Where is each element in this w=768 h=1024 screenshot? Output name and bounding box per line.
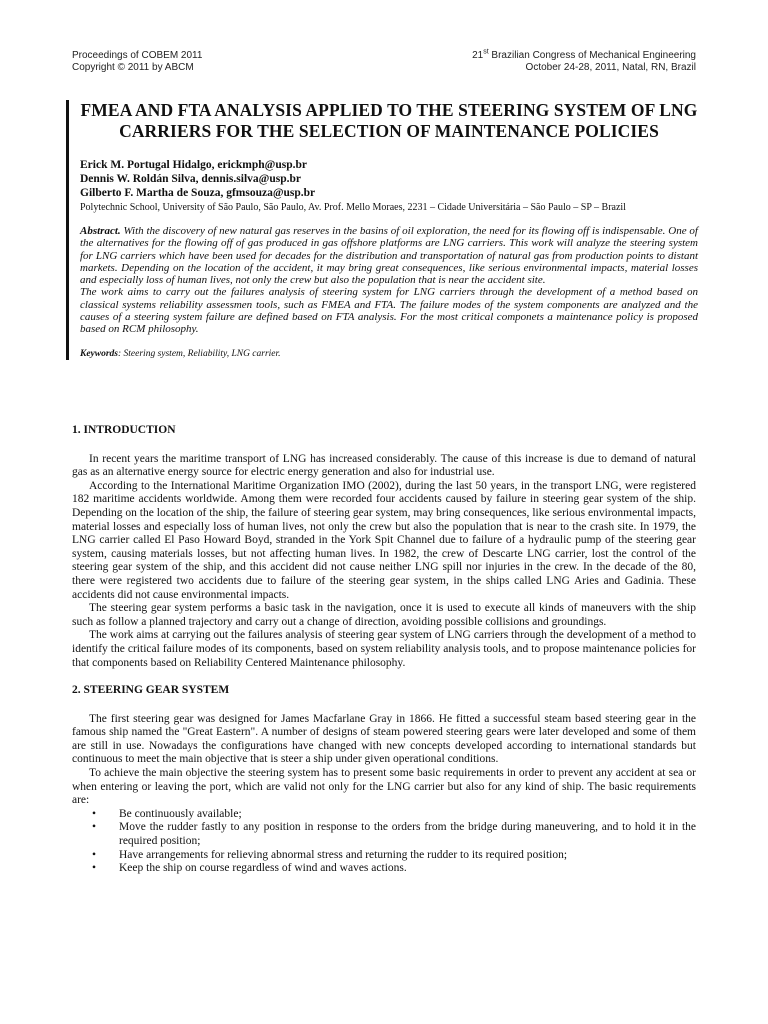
author-3: Gilberto F. Martha de Souza, gfmsouza@usp.br xyxy=(80,187,316,199)
author-2: Dennis W. Roldán Silva, dennis.silva@usp.br xyxy=(80,173,301,185)
intro-paragraph-3: The steering gear system performs a basic task in the navigation, once it is used to execute all kinds of maneuvers with the ship such as follow a planned trajectory and carry out a change of direction, avoiding possible collisions and groundings. xyxy=(72,602,696,628)
list-item-text: Be continuously available; xyxy=(119,807,242,820)
list-item xyxy=(72,862,696,876)
bullet-icon: • xyxy=(92,807,97,820)
bullet-icon: • xyxy=(92,848,97,861)
list-item-text: Move the rudder fastly to any position in response to the orders from the bridge during maneuvering, and to hold it in the required position; xyxy=(119,821,696,848)
abstract-label: Abstract. xyxy=(80,225,121,237)
header-congress-ordinal: st xyxy=(483,48,489,56)
bullet-icon: • xyxy=(92,821,97,834)
abstract xyxy=(80,225,698,336)
list-item xyxy=(72,808,696,822)
header-left xyxy=(72,50,202,74)
header-congress xyxy=(472,50,696,62)
header-copyright: Copyright © 2011 by ABCM xyxy=(72,62,194,73)
list-item xyxy=(72,849,696,863)
header-congress-name: Brazilian Congress of Mechanical Engineering xyxy=(488,50,696,61)
abstract-paragraph-2: The work aims to carry out the failures analysis of steering system for LNG carriers through the development of a method based on classical systems reliability assessmen tools, such as FMEA and FTA. The failure modes of the system components are analyzed and the causes of a steering system failure are defined based on FTA analysis. For the most critical componets a maintenance policy is proposed based on RCM philosophy. xyxy=(80,286,698,336)
header-dates: October 24-28, 2011, Natal, RN, Brazil xyxy=(525,62,696,73)
list-item-text: Keep the ship on course regardless of wind and waves actions. xyxy=(119,862,407,875)
paper-body xyxy=(72,424,696,876)
abstract-text-1: With the discovery of new natural gas reserves in the basins of oil exploration, the need for its flowing off is indispensable. One of the alternatives for the flowing off of gas produced in gas offshore platforms are LNG carriers. This work will analyze the steering system for LNG carriers which have been used for decades for the distribution and transportation of natural gas from production points to distant markets. Depending on the location of the accident, it may bring great consequences, like serious environmental impacts, material losses and especially loss of human lives, not only the crew but also the population that is near the accident site. xyxy=(80,225,698,287)
bullet-icon: • xyxy=(92,862,97,875)
abstract-paragraph-1 xyxy=(80,225,698,286)
requirements-list xyxy=(72,808,696,876)
header-right xyxy=(472,50,696,74)
list-item-text: Have arrangements for relieving abnormal stress and returning the rudder to its required position; xyxy=(119,848,568,861)
paper-title: FMEA AND FTA ANALYSIS APPLIED TO THE STEERING SYSTEM OF LNG CARRIERS FOR THE SELECTION OF MAINTENANCE POLICIES xyxy=(80,100,698,141)
section-heading-steering-gear: 2. STEERING GEAR SYSTEM xyxy=(72,684,230,697)
keywords xyxy=(80,348,698,360)
section-spacer xyxy=(72,670,696,684)
header-proceedings: Proceedings of COBEM 2011 xyxy=(72,50,203,61)
intro-paragraph-4: The work aims at carrying out the failures analysis of steering gear system of LNG carriers through the development of a method to identify the critical failure modes of its components, based on system reliability analysis tools, and to propose maintenance policies for that components based on Reliability Centered Maintenance philosophy. xyxy=(72,629,696,669)
header-congress-number: 21 xyxy=(472,50,484,61)
steering-paragraph-2: To achieve the main objective the steering system has to present some basic requirements in order to prevent any accident at sea or when entering or leaving the port, which are valid not only for the LNG carrier but also for any kind of ship. The basic requirements are: xyxy=(72,767,696,807)
author-1: Erick M. Portugal Hidalgo, erickmph@usp.br xyxy=(80,159,307,171)
list-item xyxy=(72,821,696,848)
keywords-label: Keywords xyxy=(80,348,118,359)
intro-paragraph-1: In recent years the maritime transport of LNG has increased considerably. The cause of this increase is due to demand of natural gas as an alternative energy source for electric energy generation and also for industrial use. xyxy=(72,452,696,479)
keywords-value: : Steering system, Reliability, LNG carrier. xyxy=(118,348,281,359)
intro-paragraph-2: According to the International Maritime Organization IMO (2002), during the last 50 years, in the transport LNG, were registered 182 maritime accidents worldwide. Among them were recorded four accidents caused by failure in steering gear system of the ship. Depending on the location of the ship, the failure of steering gear system, may bring consequences, like serious environmental impacts, material losses and especially loss of human lives, not only the crew but also the population that is near to the crash site. In 1979, the LNG carrier called El Paso Howard Boyd, stranded in the York Spit Channel due to failure of a hydraulic pump of the steering gear system, causing materials losses, but not affecting human lives. In 1982, the crew of Descarte LNG carrier, lost the control of the steering gear system of the ship, and this accident did not cause neither LNG spill nor injuries in the crew. In the decade of the 80, there were registered two accidents due to failure of the steering gear system, in the ships called LNG Aries and Gadinia. These accidents did not cause environmental impacts. xyxy=(72,479,696,601)
affiliation: Polytechnic School, University of São Paulo, São Paulo, Av. Prof. Mello Moraes, 2231 – Cidade Universitária – São Paulo – SP – Brazil xyxy=(80,202,626,213)
front-matter xyxy=(66,100,698,360)
section-heading-introduction: 1. INTRODUCTION xyxy=(72,424,176,436)
steering-paragraph-1: The first steering gear was designed for James Macfarlane Gray in 1866. He fitted a successful steam based steering gear in the famous ship named the "Great Eastern". A number of designs of steam powered steering gears were later developed and some of them are still in use. Nowadays the configurations have changed with new concepts developed according to international standards but continuous to meet the main objective that is steer a ship under given operational conditions. xyxy=(72,712,696,766)
